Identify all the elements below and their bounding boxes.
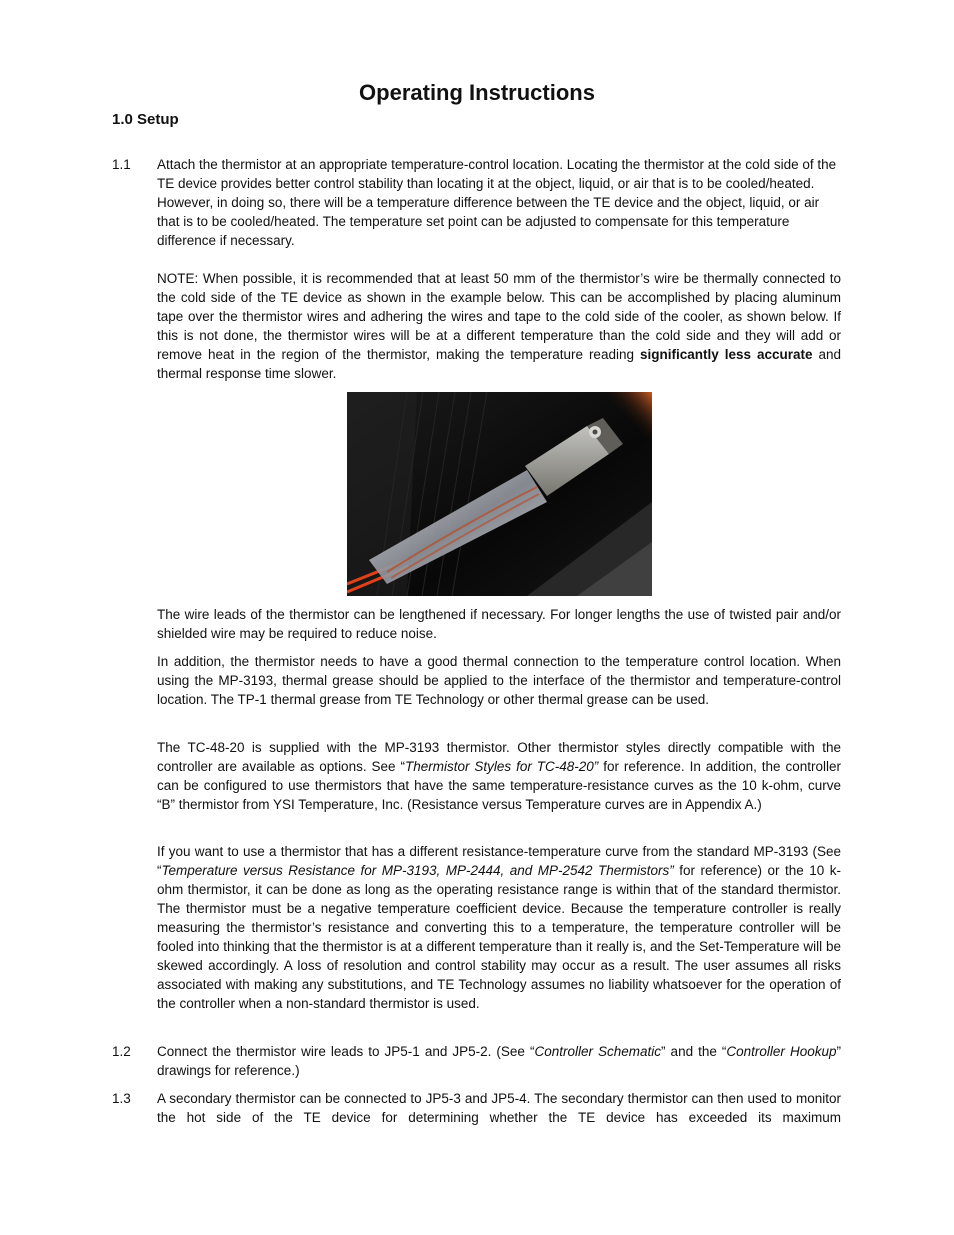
item-number-1-1: 1.1	[112, 157, 131, 172]
tc-text: The TC-48-20 is supplied with the MP-3193 thermistor. Other thermistor styles directly compatible with the controller are available as options. See “	[157, 740, 841, 774]
p12-text-end: ” drawings for reference.)	[157, 1044, 841, 1078]
diff-text-end: for reference) or the 10 k-ohm thermistor, it can be done as long as the operating resistance range is within that of the standard thermistor. The thermistor must be a negative temperature coefficient device. Because the temperature controller is really measuring the thermistor’s resistance and converting this to a temperature, the temperature controller will be fooled into thinking that the thermistor is at a different temperature than it really is, and the Set-Temperature will be skewed accordingly. A loss of resolution and control stability may occur as a result. The user assumes all risks associated with making any substitutions, and TE Technology assumes no liability whatsoever for the operation of the controller when a non-standard thermistor is used.	[157, 863, 841, 1011]
paragraph-1-2	[157, 1042, 841, 1080]
thermistor-photo	[347, 392, 652, 596]
paragraph-thermal-grease: In addition, the thermistor needs to have a good thermal connection to the temperature control location. When using the MP-3193, thermal grease should be applied to the interface of the thermistor and temperature-control location. The TP-1 thermal grease from TE Technology or other thermal grease can be used.	[157, 654, 841, 707]
p12-text: Connect the thermistor wire leads to JP5-1 and JP5-2. (See “	[157, 1044, 535, 1059]
tc-text-end: for reference. In addition, the controller can be configured to use thermistors that have the same temperature-resistance curves as the 10 k-ohm, curve “B” thermistor from YSI Temperature, Inc. (Resistance versus Temperature curves are in Appendix A.)	[157, 759, 841, 812]
note-paragraph	[157, 269, 841, 383]
paragraph-wire-leads: The wire leads of the thermistor can be lengthened if necessary. For longer lengths the use of twisted pair and/or shielded wire may be required to reduce noise.	[157, 607, 841, 641]
paragraph-1-3: A secondary thermistor can be connected to JP5-3 and JP5-4. The secondary thermistor can then used to monitor the hot side of the TE device for determining whether the TE device has exceeded its maximum	[157, 1091, 841, 1125]
p12-text-mid: ” and the “	[661, 1044, 727, 1059]
paragraph-1-1: Attach the thermistor at an appropriate temperature-control location. Locating the thermistor at the cold side of the TE device provides better control stability than locating it at the object, liquid, or air that is to be cooled/heated. However, in doing so, there will be a temperature difference between the TE device and the object, liquid, or air that is to be cooled/heated. The temperature set point can be adjusted to compensate for this temperature difference if necessary.	[157, 157, 837, 248]
note-text: NOTE: When possible, it is recommended that at least 50 mm of the thermistor’s wire be thermally connected to the cold side of the TE device as shown in the example below. This can be accomplished by placing aluminum tape over the thermistor wires and adhering the wires and tape to the cold side of the cooler, as shown below. If this is not done, the thermistor wires will be at a different temperature than the cold side and they will add or remove heat in the region of the thermistor, making the temperature reading	[157, 271, 841, 362]
diff-reference: Temperature versus Resistance for MP-3193, MP-2444, and MP-2542 Thermistors”	[161, 863, 674, 878]
note-emphasis: significantly less accurate	[639, 347, 813, 362]
section-heading: 1.0 Setup	[112, 111, 179, 128]
item-number-1-3: 1.3	[112, 1091, 131, 1106]
paragraph-different-thermistor	[157, 842, 841, 1013]
diff-text: If you want to use a thermistor that has a different resistance-temperature curve from the standard MP-3193 (See “	[157, 844, 841, 878]
paragraph-tc-48-20	[157, 738, 841, 814]
p12-schematic-ref: Controller Schematic	[534, 1044, 662, 1059]
thermistor-photo-illustration	[347, 392, 652, 596]
p12-hookup-ref: Controller Hookup	[726, 1044, 837, 1059]
page-title: Operating Instructions	[359, 80, 595, 105]
tc-reference: Thermistor Styles for TC-48-20”	[404, 759, 599, 774]
note-text-end: and thermal response time slower.	[157, 347, 841, 381]
item-number-1-2: 1.2	[112, 1044, 131, 1059]
